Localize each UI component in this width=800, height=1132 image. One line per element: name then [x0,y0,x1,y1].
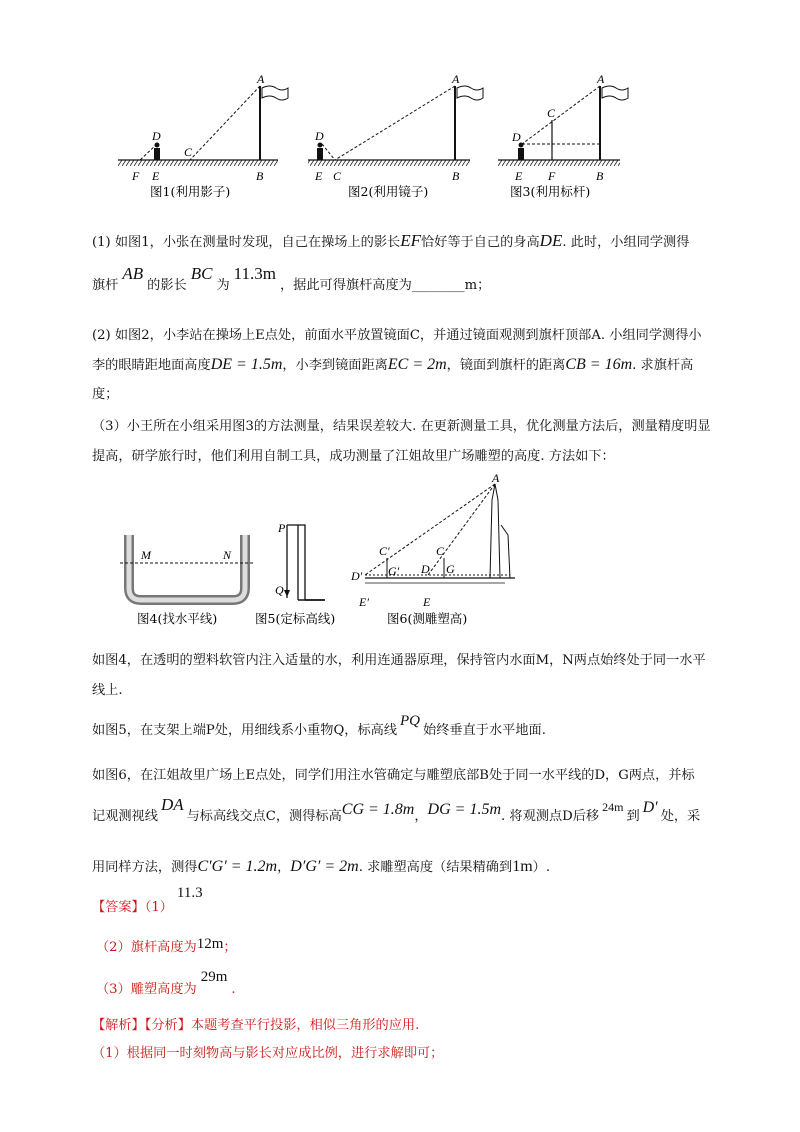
fig1-label-C: C [184,145,193,159]
fig2-label-D: D [315,129,324,143]
analysis-line1: 【解析】【分析】本题考查平行投影，相似三角形的应用. [92,1018,420,1033]
figure-4 [120,535,255,626]
fig3-label-B: B [596,169,604,183]
top-figures [110,70,650,210]
figure-5 [255,521,335,626]
q2-line3: 度； [92,387,119,402]
fig4-desc-line2: 线上. [92,683,123,698]
fig5-label-P: P [278,521,286,535]
analysis-line2: （1）根据同一时刻物高与影长对应成比例，进行求解即可； [92,1046,444,1061]
fig2-caption: 图2(利用镜子) [348,184,429,199]
fig1-label-E: E [152,169,160,183]
fig3-label-F: F [548,169,556,183]
fig6-label-D1: D′ [351,569,363,583]
fig5-label-Q: Q [275,583,284,597]
fig1-caption: 图1(利用影子) [150,184,231,199]
fig6-label-A: A [492,471,500,485]
q1-line1: (1) 如图1，小张在测量时发现，自己在操场上的影长EF恰好等于自己的身高DE. 此时，小组同学测得 [92,231,690,250]
fig6-label-D: D [421,562,430,576]
figure-1 [118,72,288,199]
fig5-desc: 如图5，在支架上端P处，用细线系小重物Q，标高线PQ始终垂直于水平地面. [92,713,546,738]
q3-line2: 提高，研学旅行时，他们利用自制工具，成功测量了江姐故里广场雕塑的高度. 方法如下： [92,449,615,464]
answer-1: 【答案】（1）11.3 [92,885,203,915]
fig6-label-E: E [423,595,431,609]
fig2-label-B: B [452,169,460,183]
fig4-label-M: M [141,548,151,562]
q3-line1: （3）小王所在小组采用图3的方法测量，结果误差较大. 在更新测量工具，优化测量方法后，测量精度明显 [92,419,711,434]
fig2-label-A: A [452,72,460,86]
middle-figures [115,470,535,635]
fig6-desc-line3: 用同样方法，测得C′G′ = 1.2m，D′G′ = 2m. 求雕塑高度（结果精确到1m）. [92,858,551,875]
fig3-label-E: E [515,169,523,183]
fig1-label-F: F [132,169,140,183]
fig6-label-E1: E′ [359,595,369,609]
fig6-label-C1: C′ [379,544,390,558]
fig3-label-A: A [597,72,605,86]
fig5-caption: 图5(定标高线) [255,611,336,626]
fig4-label-N: N [223,548,232,562]
q2-line2: 李的眼睛距地面高度DE = 1.5m，小李到镜面距离EC = 2m，镜面到旗杆的距离CB = 16m. 求旗杆高 [92,356,694,373]
fig2-label-C: C [333,169,342,183]
fig6-desc-line2: 记观测视线DA与标高线交点C，测得标高CG = 1.8m，DG = 1.5m. 将观测点D后移24m到D′处，采 [92,795,701,824]
figure-6 [350,471,515,626]
fig6-label-G: G [446,562,455,576]
fig2-label-E: E [315,169,323,183]
figure-2 [308,72,483,199]
q1-line2: 旗杆AB的影长BC为11.3m，据此可得旗杆高度为________m； [92,264,491,293]
fig6-label-C: C [436,544,445,558]
fig3-label-D: D [512,130,521,144]
fig6-label-G1: G′ [388,564,400,578]
answer-2: （2）旗杆高度为12m； [96,936,237,955]
answer-3: （3）雕塑高度为29m. [96,969,236,997]
fig6-desc-line1: 如图6，在江姐故里广场上E点处，同学们用注水管确定与雕塑底部B处于同一水平线的D，G两点，并标 [92,768,695,783]
fig4-caption: 图4(找水平线) [137,611,218,626]
fig4-desc-line1: 如图4，在透明的塑料软管内注入适量的水，利用连通器原理，保持管内水面M，N两点始终处于同一水平 [92,653,706,668]
fig1-label-B: B [256,169,264,183]
fig3-label-C: C [547,106,556,120]
fig1-label-D: D [152,129,161,143]
answer-tag: 【答案】 [92,900,145,915]
q2-line1: (2) 如图2，小李站在操场上E点处，前面水平放置镜面C，并通过镜面观测到旗杆顶部A. 小组同学测得小 [92,328,702,343]
fig1-label-A: A [257,72,265,86]
fig3-caption: 图3(利用标杆) [510,184,591,199]
fig6-caption: 图6(测雕塑高) [387,611,468,626]
figure-3 [498,72,628,199]
